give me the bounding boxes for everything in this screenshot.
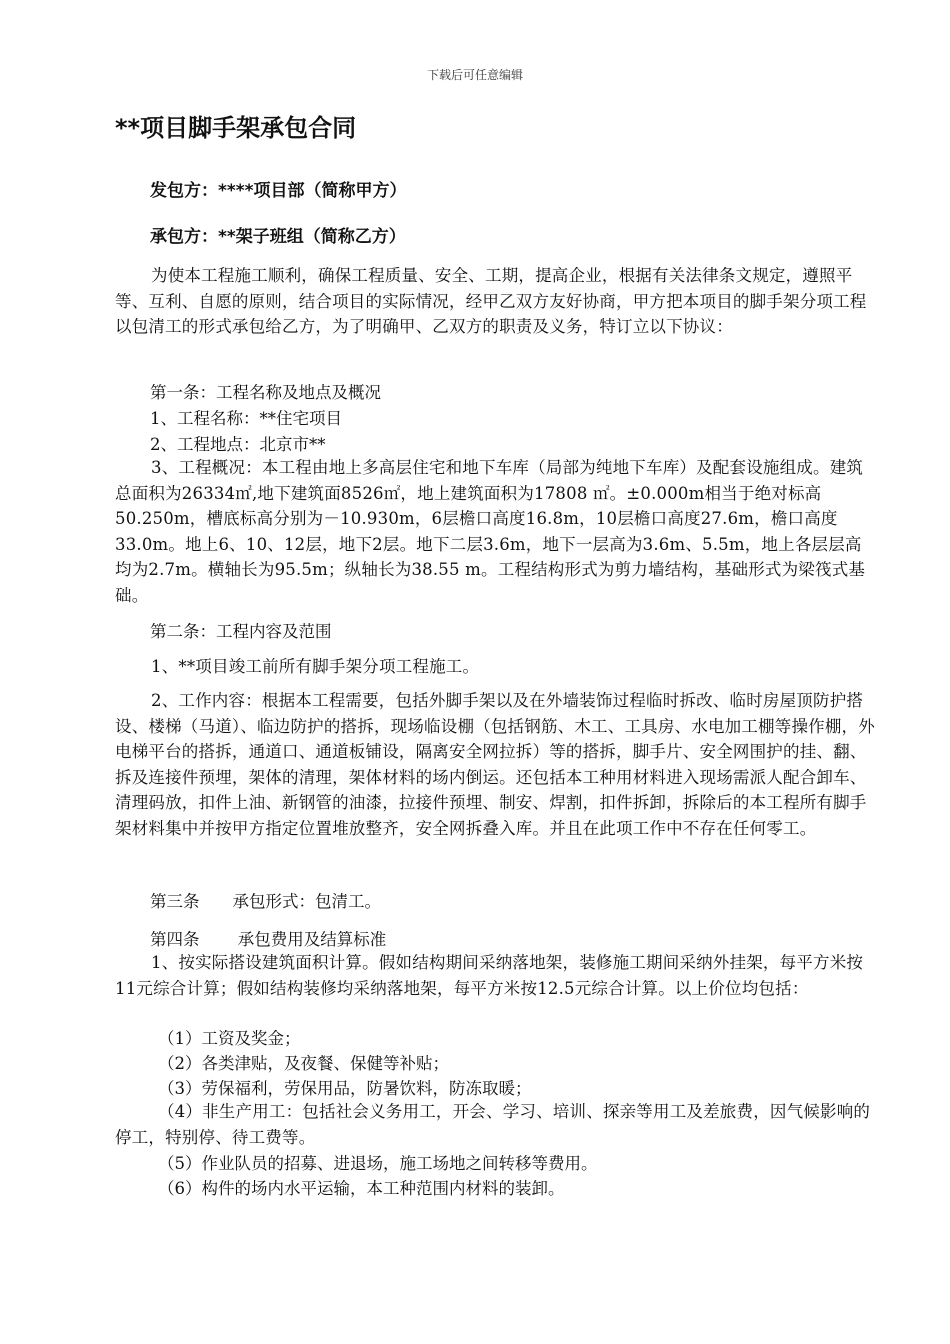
article2-item2: 2、工作内容：根据本工程需要，包括外脚手架以及在外墙装饰过程临时拆改、临时房屋顶防护搭设、楼梯（马道）、临边防护的搭拆，现场临设棚（包括钢筋、木工、工具房、水电加工棚等操作棚，外电梯平台的搭拆，通道口、通道板铺设，隔离安全网拉拆）等的搭拆，脚手片、安全网围护的挂、翻、拆及连接件预埋，架体的清理，架体材料的场内倒运。还包括本工种用材料进入现场需派人配合卸车、清理码放，扣件上油、新钢管的油漆，拉接件预埋、制安、焊割，扣件拆卸，拆除后的本工程所有脚手架材料集中并按甲方指定位置堆放整齐，安全网拆叠入库。并且在此项工作中不存在任何零工。 xyxy=(115,691,875,838)
article1-location: 2、工程地点：北京市** xyxy=(150,435,326,454)
intro-paragraph: 为使本工程施工顺利，确保工程质量、安全、工期，提高企业，根据有关法律条文规定，遵照平等、互利、自愿的原则，结合项目的实际情况，经甲乙双方友好协商，甲方把本项目的脚手架分项工程以包清工的形式承包给乙方，为了明确甲、乙双方的职责及义务，特订立以下协议： xyxy=(115,266,867,336)
article4-sub-3: （3）劳保福利，劳保用品，防暑饮料，防冻取暖； xyxy=(158,1079,532,1098)
article1-name: 1、工程名称：**住宅项目 xyxy=(150,409,342,428)
article4-heading: 第四条 承包费用及结算标准 xyxy=(150,930,387,949)
article4-sub-1: （1）工资及奖金； xyxy=(158,1029,301,1048)
article1-overview: 3、工程概况：本工程由地上多高层住宅和地下车库（局部为纯地下车库）及配套设施组成。建筑总面积为26334㎡,地下建筑面8526㎡，地上建筑面积为17808 ㎡。±0.000m相当于绝对标高50.250m，槽底标高分别为－10.930m，6层檐口高度16.8m，10层檐口高度27.6m，檐口高度33.0m。地上6、10、12层，地下2层。地下二层3.6m，地下一层高为3.6m、5.5m，地上各层层高均为2.7m。横轴长为95.5m；纵轴长为38.55 m。工程结构形式为剪力墙结构，基础形式为梁筏式基础。 xyxy=(115,458,866,605)
article2-heading: 第二条：工程内容及范围 xyxy=(150,622,332,641)
article4-sub-4: （4）非生产用工：包括社会义务用工，开会、学习、培训、探亲等用工及差旅费，因气候影响的停工，特别停、待工费等。 xyxy=(115,1102,871,1147)
party-a: 发包方：****项目部（简称甲方） xyxy=(150,181,407,201)
party-b: 承包方：**架子班组（简称乙方） xyxy=(150,227,406,247)
article4-sub-5: （5）作业队员的招募、进退场，施工场地之间转移等费用。 xyxy=(158,1154,598,1173)
article4-item1: 1、按实际搭设建筑面积计算。假如结构期间采纳落地架，装修施工期间采纳外挂架，每平方米按11元综合计算；假如结构装修均采纳落地架，每平方米按12.5元综合计算。以上价位均包括： xyxy=(115,953,864,998)
document-title: **项目脚手架承包合同 xyxy=(115,114,357,142)
article3: 第三条 承包形式：包清工。 xyxy=(150,892,381,911)
article4-sub-2: （2）各类津贴，及夜餐、保健等补贴； xyxy=(158,1054,449,1073)
article2-item1: 1、**项目竣工前所有脚手架分项工程施工。 xyxy=(151,657,480,676)
page-header: 下载后可任意编辑 xyxy=(426,68,523,82)
article1-heading: 第一条：工程名称及地点及概况 xyxy=(150,383,381,402)
article4-sub-6: （6）构件的场内水平运输，本工种范围内材料的装卸。 xyxy=(158,1179,565,1198)
